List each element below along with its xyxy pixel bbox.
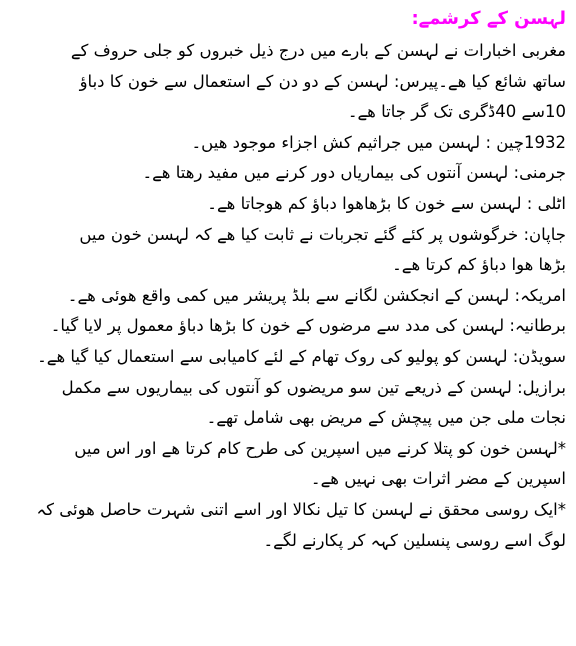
text-line: *لہسن خون کو پتلا کرنے میں اسپرین کی طرح کام کرتا ھے اور اس میں bbox=[74, 438, 566, 458]
text-line: سویڈن: لہسن کو پولیو کی روک تھام کے لئے کامیابی سے استعمال کیا گیا ھے۔ bbox=[37, 346, 566, 366]
article-body bbox=[8, 36, 566, 556]
text-line: برازیل: لہسن کے ذریعے تین سو مریضوں کو آنتوں کی بیماریوں سے مکمل bbox=[61, 377, 566, 397]
text-line: جاپان: خرگوشوں پر کئے گئے تجربات نے ثابت کیا ھے کہ لہسن خون میں bbox=[79, 224, 566, 244]
text-line: اٹلی : لہسن سے خون کا بڑھاھوا دباؤ کم ھوجاتا ھے۔ bbox=[207, 193, 566, 213]
text-line: *ایک روسی محقق نے لہسن کا تیل نکالا اور اسے اتنی شہرت حاصل ھوئی کہ bbox=[36, 499, 566, 519]
text-line: بڑھا ھوا دباؤ کم کرتا ھے۔ bbox=[392, 255, 566, 275]
text-line: مغربی اخبارات نے لہسن کے بارے میں درج ذیل خبروں کو جلی حروف کے bbox=[70, 41, 566, 60]
text-line: 10سے 40ڈگری تک گر جاتا ھے۔ bbox=[347, 102, 566, 122]
text-line: لوگ اسے روسی پنسلین کہہ کر پکارنے لگے۔ bbox=[263, 530, 566, 550]
text-line: برطانیہ: لہسن کی مدد سے مرضوں کے خون کا بڑھا دباؤ معمول پر لایا گیا۔ bbox=[50, 316, 566, 336]
text-line: ساتھ شائع کیا ھے۔پیرس: لہسن کے دو دن کے استعمال سے خون کا دباؤ bbox=[79, 71, 566, 91]
text-line: امریکہ: لہسن کے انجکشن لگانے سے بلڈ پریشر میں کمی واقع ھوئی ھے۔ bbox=[67, 285, 566, 305]
text-line: اسپرین کے مضر اثرات بھی نہیں ھے۔ bbox=[310, 469, 566, 489]
article-title: لہسن کے کرشمے: bbox=[411, 8, 566, 29]
text-line: نجات ملی جن میں پیچش کے مریض بھی شامل تھے۔ bbox=[206, 408, 566, 428]
text-line: 1932چین : لہسن میں جراثیم کش اجزاء موجود ھیں۔ bbox=[191, 132, 566, 152]
text-line: جرمنی: لہسن آنتوں کی بیماریاں دور کرنے میں مفید رھتا ھے۔ bbox=[142, 163, 566, 183]
